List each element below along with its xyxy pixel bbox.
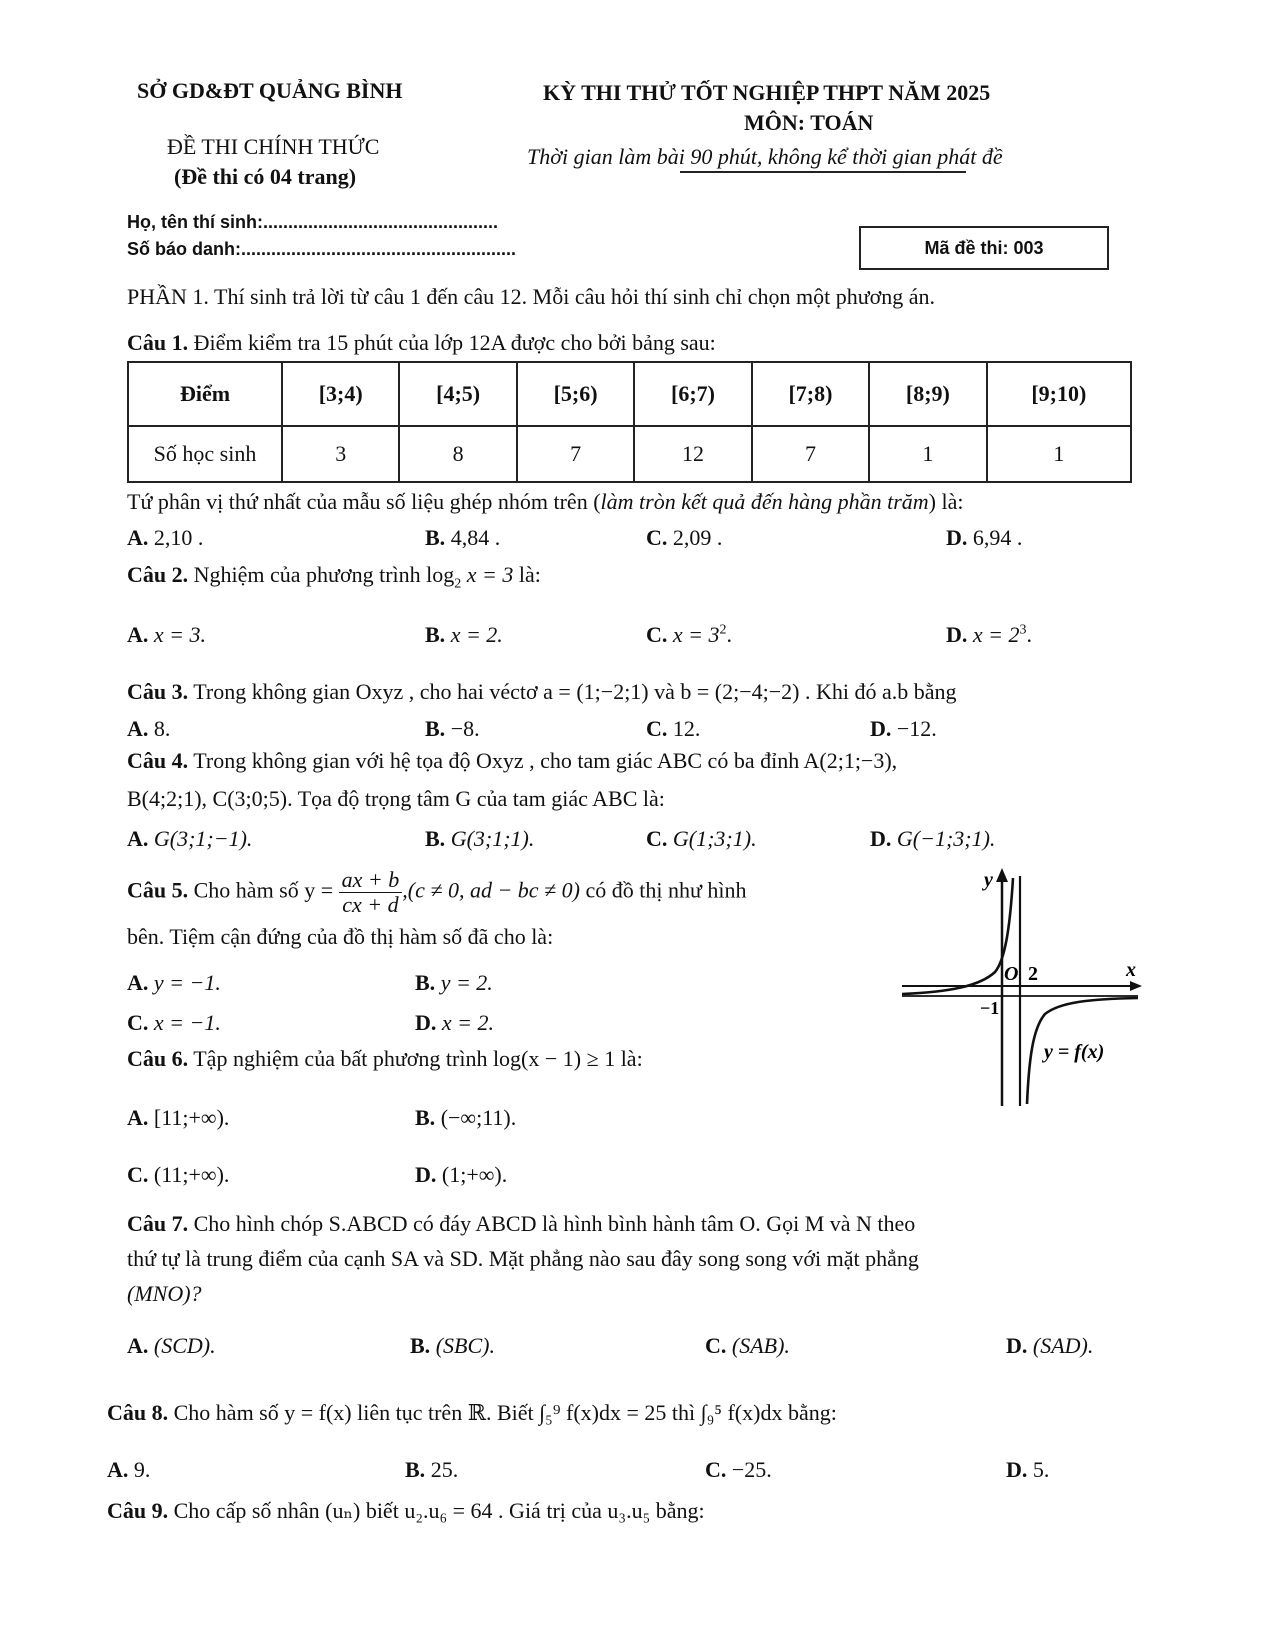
table-cell: 1 [987, 426, 1131, 482]
choice-text: −8. [450, 716, 480, 741]
choice-letter: D. [415, 1162, 437, 1187]
q6-text: Tập nghiệm của bất phương trình log(x − 1) ≥ 1 là: [193, 1046, 643, 1071]
q6-label: Câu 6. [127, 1046, 189, 1071]
answer-d[interactable] [1006, 1457, 1049, 1483]
choice-letter: D. [1006, 1457, 1028, 1482]
table-header-cell: Điểm [128, 362, 282, 426]
answer-d[interactable] [415, 1162, 507, 1188]
choice-letter: A. [127, 1333, 149, 1358]
choice-letter: D. [870, 826, 892, 851]
answer-b[interactable] [425, 826, 534, 852]
choice-text: G(3;1;1). [450, 826, 535, 851]
exponent: 3 [1019, 622, 1027, 638]
table-cell: [6;7) [634, 362, 751, 426]
q5-stem [127, 868, 747, 917]
choice-text: (11;+∞). [153, 1162, 230, 1187]
answer-c[interactable] [705, 1333, 790, 1359]
name-field: Họ, tên thí sinh:............................................... [127, 212, 499, 232]
subject: MÔN: TOÁN [744, 110, 874, 135]
choice-letter: B. [425, 716, 446, 741]
q6-stem [127, 1046, 643, 1072]
q9-label: Câu 9. [107, 1498, 169, 1523]
q5-pre: Cho hàm số y = [193, 877, 334, 903]
answer-c[interactable] [646, 525, 722, 551]
table-cell: 7 [752, 426, 869, 482]
choice-text: −25. [731, 1457, 772, 1482]
choice-text: x = 3. [153, 622, 207, 647]
answer-c[interactable] [646, 826, 757, 852]
choice-text: G(1;3;1). [672, 826, 757, 851]
q1-stem [127, 330, 716, 356]
choice-text: (SAD). [1032, 1333, 1094, 1358]
choice-letter: D. [946, 525, 968, 550]
table-cell: 3 [282, 426, 399, 482]
answer-c[interactable] [127, 1162, 229, 1188]
answer-b[interactable] [415, 970, 493, 996]
answer-b[interactable] [415, 1105, 516, 1131]
table-cell: [8;9) [869, 362, 986, 426]
q8-text: Cho hàm số y = f(x) liên tục trên ℝ. Biết ∫₅⁹ f(x)dx = 25 thì ∫₉⁵ f(x)dx bằng: [173, 1400, 837, 1425]
exam-code-box: Mã đề thi: 003 [859, 226, 1109, 270]
table-row [128, 426, 1131, 482]
choice-letter: B. [425, 826, 446, 851]
q7-line3: (MNO)? [127, 1281, 202, 1306]
curve-label: y = f(x) [1044, 1041, 1105, 1063]
answer-d[interactable] [1006, 1333, 1093, 1359]
answer-a[interactable] [127, 525, 203, 551]
choice-text: x = −1. [153, 1010, 221, 1035]
q2-stem [127, 562, 541, 592]
table-cell: 1 [869, 426, 986, 482]
q1-question [127, 489, 964, 515]
choice-letter: B. [425, 525, 446, 550]
choice-text: (SCD). [153, 1333, 216, 1358]
choice-text: [11;+∞). [153, 1105, 230, 1130]
answer-b[interactable] [410, 1333, 495, 1359]
q9-stem [107, 1498, 705, 1524]
header-underline [680, 171, 966, 173]
left-branch [902, 878, 1013, 994]
choice-text: (1;+∞). [441, 1162, 508, 1187]
choice-text: 9. [133, 1457, 151, 1482]
choice-letter: C. [646, 826, 668, 851]
q2-text: Nghiệm của phương trình [193, 562, 421, 587]
choice-text: 6,94 . [972, 525, 1023, 550]
y-label: y [984, 869, 993, 891]
choice-letter: A. [107, 1457, 129, 1482]
choice-text: 25. [430, 1457, 459, 1482]
answer-d[interactable] [870, 716, 937, 742]
choice-text: −12. [896, 716, 937, 741]
q2-log: log [426, 562, 455, 587]
choice-letter: A. [127, 1105, 149, 1130]
choice-letter: D. [870, 716, 892, 741]
table-row [128, 362, 1131, 426]
q2-log-base: 2 [454, 576, 462, 592]
q1-question-italic: làm tròn kết quả đến hàng phần trăm [600, 489, 929, 514]
choice-text: G(3;1;−1). [153, 826, 253, 851]
q2-equation: x = 3 [466, 562, 514, 587]
choice-text: (−∞;11). [440, 1105, 517, 1130]
q3-label: Câu 3. [127, 679, 189, 704]
table-cell: [3;4) [282, 362, 399, 426]
choice-text: x = 2. [450, 622, 503, 647]
answer-d[interactable] [870, 826, 995, 852]
choice-letter: B. [415, 1105, 436, 1130]
q2-tail: là: [518, 562, 541, 587]
table-cell: 8 [399, 426, 516, 482]
answer-a[interactable] [127, 1333, 216, 1359]
q7-stem [127, 1211, 915, 1237]
choice-letter: B. [405, 1457, 426, 1482]
q2-label: Câu 2. [127, 562, 189, 587]
answer-a[interactable] [127, 716, 170, 742]
answer-a[interactable] [127, 970, 221, 996]
choice-letter: B. [415, 970, 436, 995]
choice-letter: C. [646, 525, 668, 550]
table-cell: 12 [634, 426, 751, 482]
table-cell: 7 [517, 426, 634, 482]
choice-letter: C. [705, 1457, 727, 1482]
table-cell: [5;6) [517, 362, 634, 426]
origin-label: O [1004, 963, 1019, 985]
choice-letter: C. [646, 716, 668, 741]
answer-b[interactable] [425, 622, 503, 648]
q1-question-end: ) là: [928, 489, 964, 514]
q8-stem [107, 1400, 837, 1426]
answer-a[interactable] [127, 622, 206, 648]
choice-letter: C. [646, 622, 668, 647]
function-graph [900, 868, 1145, 1108]
choice-text: (SAB). [731, 1333, 790, 1358]
answer-c[interactable] [646, 716, 700, 742]
choice-text: (SBC). [435, 1333, 495, 1358]
choice-text: x = 2. [441, 1010, 495, 1035]
tick-label-2: 2 [1028, 963, 1038, 985]
q7-line1: Cho hình chóp S.ABCD có đáy ABCD là hình bình hành tâm O. Gọi M và N theo [193, 1211, 916, 1236]
score-table [127, 361, 1132, 483]
choice-letter: A. [127, 826, 149, 851]
x-axis-arrow [1130, 981, 1142, 991]
y-axis-arrow [996, 868, 1008, 882]
choice-text: G(−1;3;1). [896, 826, 996, 851]
time-note: Thời gian làm bài 90 phút, không kể thời gian phát đề [527, 144, 1003, 169]
q5-denominator: cx + d [342, 892, 399, 917]
choice-text: y = 2. [440, 970, 493, 995]
answer-b[interactable] [405, 1457, 458, 1483]
answer-a[interactable] [127, 826, 252, 852]
choice-text: 8. [153, 716, 171, 741]
answer-d[interactable] [946, 525, 1022, 551]
choice-letter: D. [415, 1010, 437, 1035]
exponent: 2 [719, 622, 727, 638]
q7-line2: thứ tự là trung điểm của cạnh SA và SD. Mặt phẳng nào sau đây song song với mặt phẳng [127, 1246, 919, 1271]
choice-letter: A. [127, 716, 149, 741]
part1-instructions [127, 284, 935, 310]
pages-note: (Đề thi có 04 trang) [174, 164, 357, 189]
department-name: SỞ GD&ĐT QUẢNG BÌNH [137, 78, 403, 103]
q8-label: Câu 8. [107, 1400, 169, 1425]
choice-letter: B. [410, 1333, 431, 1358]
x-label: x [1126, 959, 1136, 981]
choice-text: 5. [1032, 1457, 1050, 1482]
answer-c[interactable] [127, 1010, 221, 1036]
choice-text: 12. [672, 716, 701, 741]
answer-a[interactable] [127, 1105, 229, 1131]
q5-post: có đồ thị như hình [585, 877, 747, 903]
tick-label-minus-one: −1 [980, 998, 1000, 1018]
answer-a[interactable] [107, 1457, 150, 1483]
choice-text: x = 3 [672, 622, 720, 647]
q5-line2: bên. Tiệm cận đứng của đồ thị hàm số đã cho là: [127, 924, 554, 949]
exam-title: KỲ THI THỬ TỐT NGHIỆP THPT NĂM 2025 [543, 80, 991, 105]
choice-text: x = 2 [972, 622, 1020, 647]
answer-d[interactable] [415, 1010, 494, 1036]
q3-text: Trong không gian Oxyz , cho hai véctơ a = (1;−2;1) và b = (2;−4;−2) . Khi đó a.b bằng [193, 679, 957, 704]
q7-label: Câu 7. [127, 1211, 189, 1236]
q5-numerator: ax + b [339, 868, 403, 893]
choice-letter: A. [127, 525, 149, 550]
q5-condition: ,(c ≠ 0, ad − bc ≠ 0) [402, 877, 580, 903]
q4-line1: Trong không gian với hệ tọa độ Oxyz , cho tam giác ABC có ba đỉnh A(2;1;−3), [193, 748, 898, 773]
q5-label: Câu 5. [127, 877, 189, 903]
id-field: Số báo danh:....................................................... [127, 239, 517, 259]
choice-letter: D. [1006, 1333, 1028, 1358]
choice-text: 2,09 . [672, 525, 723, 550]
choice-letter: B. [425, 622, 446, 647]
answer-b[interactable] [425, 716, 480, 742]
answer-b[interactable] [425, 525, 500, 551]
choice-text: 4,84 . [450, 525, 501, 550]
choice-letter: A. [127, 622, 149, 647]
choice-text: 2,10 . [153, 525, 204, 550]
choice-letter: C. [705, 1333, 727, 1358]
q1-label: Câu 1. [127, 330, 189, 355]
q9-text: Cho cấp số nhân (uₙ) biết u₂.u₆ = 64 . Giá trị của u₃.u₅ bằng: [173, 1498, 705, 1523]
choice-letter: C. [127, 1010, 149, 1035]
choice-letter: A. [127, 970, 149, 995]
table-cell: [4;5) [399, 362, 516, 426]
choice-letter: D. [946, 622, 968, 647]
q5-fraction [339, 868, 403, 917]
part1-text: PHẦN 1. Thí sinh trả lời từ câu 1 đến câu 12. Mỗi câu hỏi thí sinh chỉ chọn một phương án. [127, 284, 936, 309]
choice-letter: C. [127, 1162, 149, 1187]
q4-line2: B(4;2;1), C(3;0;5). Tọa độ trọng tâm G của tam giác ABC là: [127, 786, 665, 811]
official-label: ĐỀ THI CHÍNH THỨC [167, 134, 380, 159]
answer-d[interactable]: D. $x = 2^3$. [946, 622, 1033, 647]
table-header-cell: Số học sinh [128, 426, 282, 482]
q3-stem [127, 679, 957, 705]
answer-c[interactable] [705, 1457, 772, 1483]
q4-stem [127, 748, 897, 774]
q1-text: Điểm kiểm tra 15 phút của lớp 12A được cho bởi bảng sau: [193, 330, 716, 355]
q4-label: Câu 4. [127, 748, 189, 773]
answer-c[interactable]: C. $x = 3^2$. [646, 622, 733, 647]
q1-question-part: Tứ phân vị thứ nhất của mẫu số liệu ghép nhóm trên ( [127, 489, 601, 514]
choice-text: y = −1. [153, 970, 221, 995]
table-cell: [9;10) [987, 362, 1131, 426]
table-cell: [7;8) [752, 362, 869, 426]
